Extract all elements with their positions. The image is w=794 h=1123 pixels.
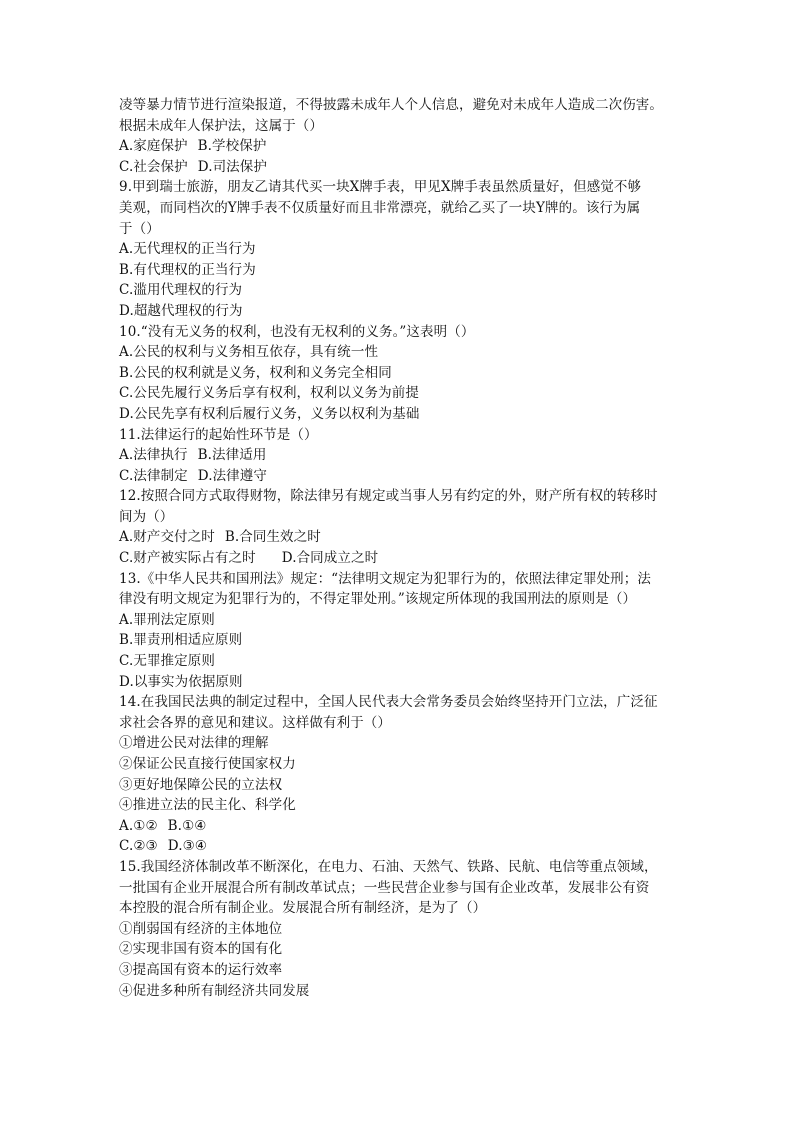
option-d: D.以事实为依据原则 xyxy=(119,673,243,690)
statement-4: ④促进多种所有制经济共同发展 xyxy=(119,982,310,999)
option-d: D.公民先享有权利后履行义务，义务以权利为基础 xyxy=(119,405,420,422)
question-14-line: 求社会各界的意见和建议。这样做有利于（） xyxy=(119,714,391,731)
question-9-line: 9.甲到瑞士旅游，朋友乙请其代买一块X牌手表，甲见X牌手表虽然质量好，但感觉不够 xyxy=(119,179,642,196)
question-15-line: 15.我国经济体制改革不断深化，在电力、石油、天然气、铁路、民航、电信等重点领域， xyxy=(119,858,658,875)
option-a: A.无代理权的正当行为 xyxy=(119,241,256,258)
option-row xyxy=(119,548,679,569)
text-line: 凌等暴力情节进行渲染报道，不得披露未成年人个人信息，避免对未成年人造成二次伤害。 xyxy=(119,97,663,113)
option-a: A.家庭保护 xyxy=(119,138,188,155)
option-c: C.无罪推定原则 xyxy=(119,653,215,670)
statement-4: ④推进立法的民主化、科学化 xyxy=(119,797,296,814)
question-15-line: 一批国有企业开展混合所有制改革试点；一些民营企业参与国有企业改革，发展非公有资 xyxy=(119,879,650,896)
option-c: C.社会保护 xyxy=(119,158,188,175)
option-b: B.有代理权的正当行为 xyxy=(119,261,256,278)
option-c: C.法律制定 xyxy=(119,467,188,484)
statement-1: ①增进公民对法律的理解 xyxy=(119,735,269,752)
option-c: C.②③ xyxy=(119,838,158,855)
option-a: A.法律执行 xyxy=(119,447,188,464)
option-row xyxy=(119,836,679,857)
option-b: B.法律适用 xyxy=(197,447,267,464)
option-row xyxy=(119,466,679,487)
option-a: A.公民的权利与义务相互依存，具有统一性 xyxy=(119,344,379,361)
option-b: B.公民的权利就是义务，权利和义务完全相同 xyxy=(119,364,392,381)
option-row xyxy=(119,816,679,837)
statement-3: ③提高国有资本的运行效率 xyxy=(119,961,283,978)
option-c: C.滥用代理权的行为 xyxy=(119,282,243,299)
question-12-line: 间为（） xyxy=(119,508,174,525)
question-9-line: 美观，而同档次的Y牌手表不仅质量好而且非常漂亮，就给乙买了一块Y牌的。该行为属 xyxy=(119,199,641,216)
question-14-line: 14.在我国民法典的制定过程中，全国人民代表大会常务委员会始终坚持开门立法，广泛征 xyxy=(119,694,658,711)
question-13-line: 律没有明文规定为犯罪行为的，不得定罪处刑。”该规定所体现的我国刑法的原则是（） xyxy=(119,591,637,608)
option-a: A.罪刑法定原则 xyxy=(119,611,215,628)
option-row xyxy=(119,527,679,548)
option-b: B.学校保护 xyxy=(197,138,267,155)
question-stem-line: 根据未成年人保护法，这属于（） xyxy=(119,117,323,134)
option-a: A.财产交付之时 xyxy=(119,529,215,546)
question-13-line: 13.《中华人民共和国刑法》规定：“法律明文规定为犯罪行为的，依照法律定罪处刑；法 xyxy=(119,570,651,587)
question-15-line: 本控股的混合所有制企业。发展混合所有制经济，是为了（） xyxy=(119,900,487,917)
statement-2: ②实现非国有资本的国有化 xyxy=(119,941,283,958)
option-d: D.③④ xyxy=(167,838,207,855)
option-c: C.公民先履行义务后享有权利，权利以义务为前提 xyxy=(119,385,419,402)
option-row xyxy=(119,445,679,466)
option-d: D.超越代理权的行为 xyxy=(119,302,243,319)
option-row xyxy=(119,136,679,157)
option-d: D.法律遵守 xyxy=(197,467,267,484)
option-row xyxy=(119,157,679,178)
question-9-line: 于（） xyxy=(119,220,160,237)
option-b: B.罪责刑相适应原则 xyxy=(119,632,243,649)
exam-page xyxy=(119,95,679,1001)
question-12-line: 12.按照合同方式取得财物，除法律另有规定或当事人另有约定的外，财产所有权的转移时 xyxy=(119,488,658,505)
question-11-line: 11.法律运行的起始性环节是（） xyxy=(119,426,318,443)
option-d: D.合同成立之时 xyxy=(281,550,379,567)
question-10-line: 10.“没有无义务的权利，也没有无权利的义务。”这表明（） xyxy=(119,323,475,340)
option-b: B.合同生效之时 xyxy=(224,529,321,546)
option-d: D.司法保护 xyxy=(197,158,267,175)
option-b: B.①④ xyxy=(167,817,207,834)
statement-2: ②保证公民直接行使国家权力 xyxy=(119,756,296,772)
option-c: C.财产被实际占有之时 xyxy=(119,550,256,567)
statement-1: ①削弱国有经济的主体地位 xyxy=(119,920,283,937)
option-a: A.①② xyxy=(119,817,158,834)
statement-3: ③更好地保障公民的立法权 xyxy=(119,776,283,793)
